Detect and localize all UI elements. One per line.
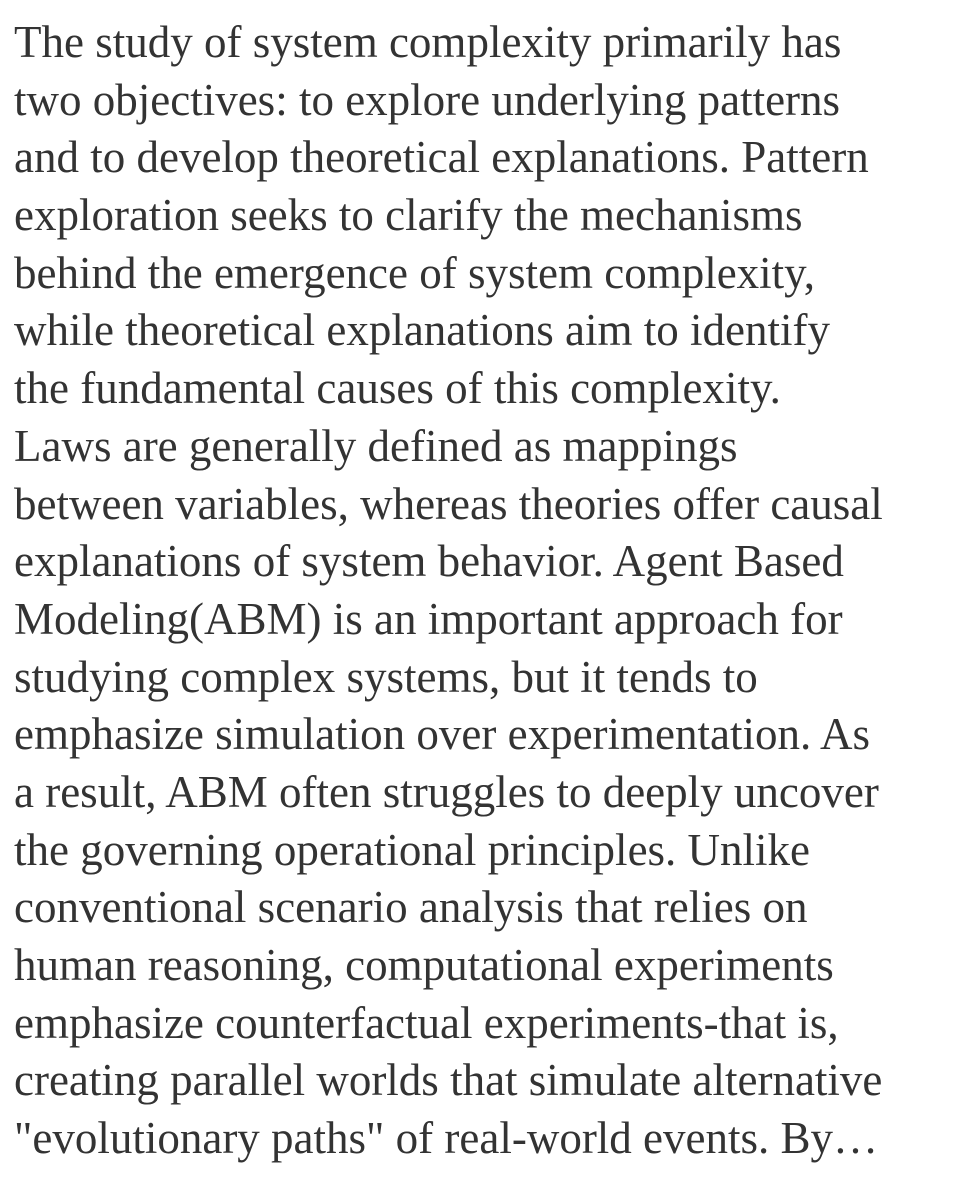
text-line: the governing operational principles. Unlike — [14, 824, 811, 875]
text-line: behind the emergence of system complexity, — [14, 247, 816, 298]
text-line: studying complex systems, but it tends to — [14, 651, 758, 702]
text-line: Laws are generally defined as mappings — [14, 420, 738, 471]
text-line: two objectives: to explore underlying patterns — [14, 74, 841, 125]
text-line: Modeling(ABM) is an important approach for — [14, 593, 843, 644]
text-line: a result, ABM often struggles to deeply uncover — [14, 766, 879, 817]
text-line: and to develop theoretical explanations. Pattern — [14, 132, 869, 183]
text-line: while theoretical explanations aim to identify — [14, 305, 830, 356]
text-line: exploration seeks to clarify the mechanisms — [14, 190, 803, 241]
text-line: emphasize counterfactual experiments-that is, — [14, 997, 839, 1048]
text-line: emphasize simulation over experimentation. As — [14, 709, 871, 760]
text-line: the fundamental causes of this complexity. — [14, 363, 781, 414]
text-line: between variables, whereas theories offer causal — [14, 478, 883, 529]
paragraph — [14, 14, 954, 1168]
text-line: conventional scenario analysis that relies on — [14, 882, 808, 933]
text-line: "evolutionary paths" of real-world events. By… — [14, 1113, 879, 1164]
text-line: human reasoning, computational experiments — [14, 940, 834, 990]
text-line: The study of system complexity primarily has — [14, 17, 842, 67]
text-line: creating parallel worlds that simulate alternative — [14, 1055, 883, 1106]
text-line: explanations of system behavior. Agent Based — [14, 536, 844, 587]
